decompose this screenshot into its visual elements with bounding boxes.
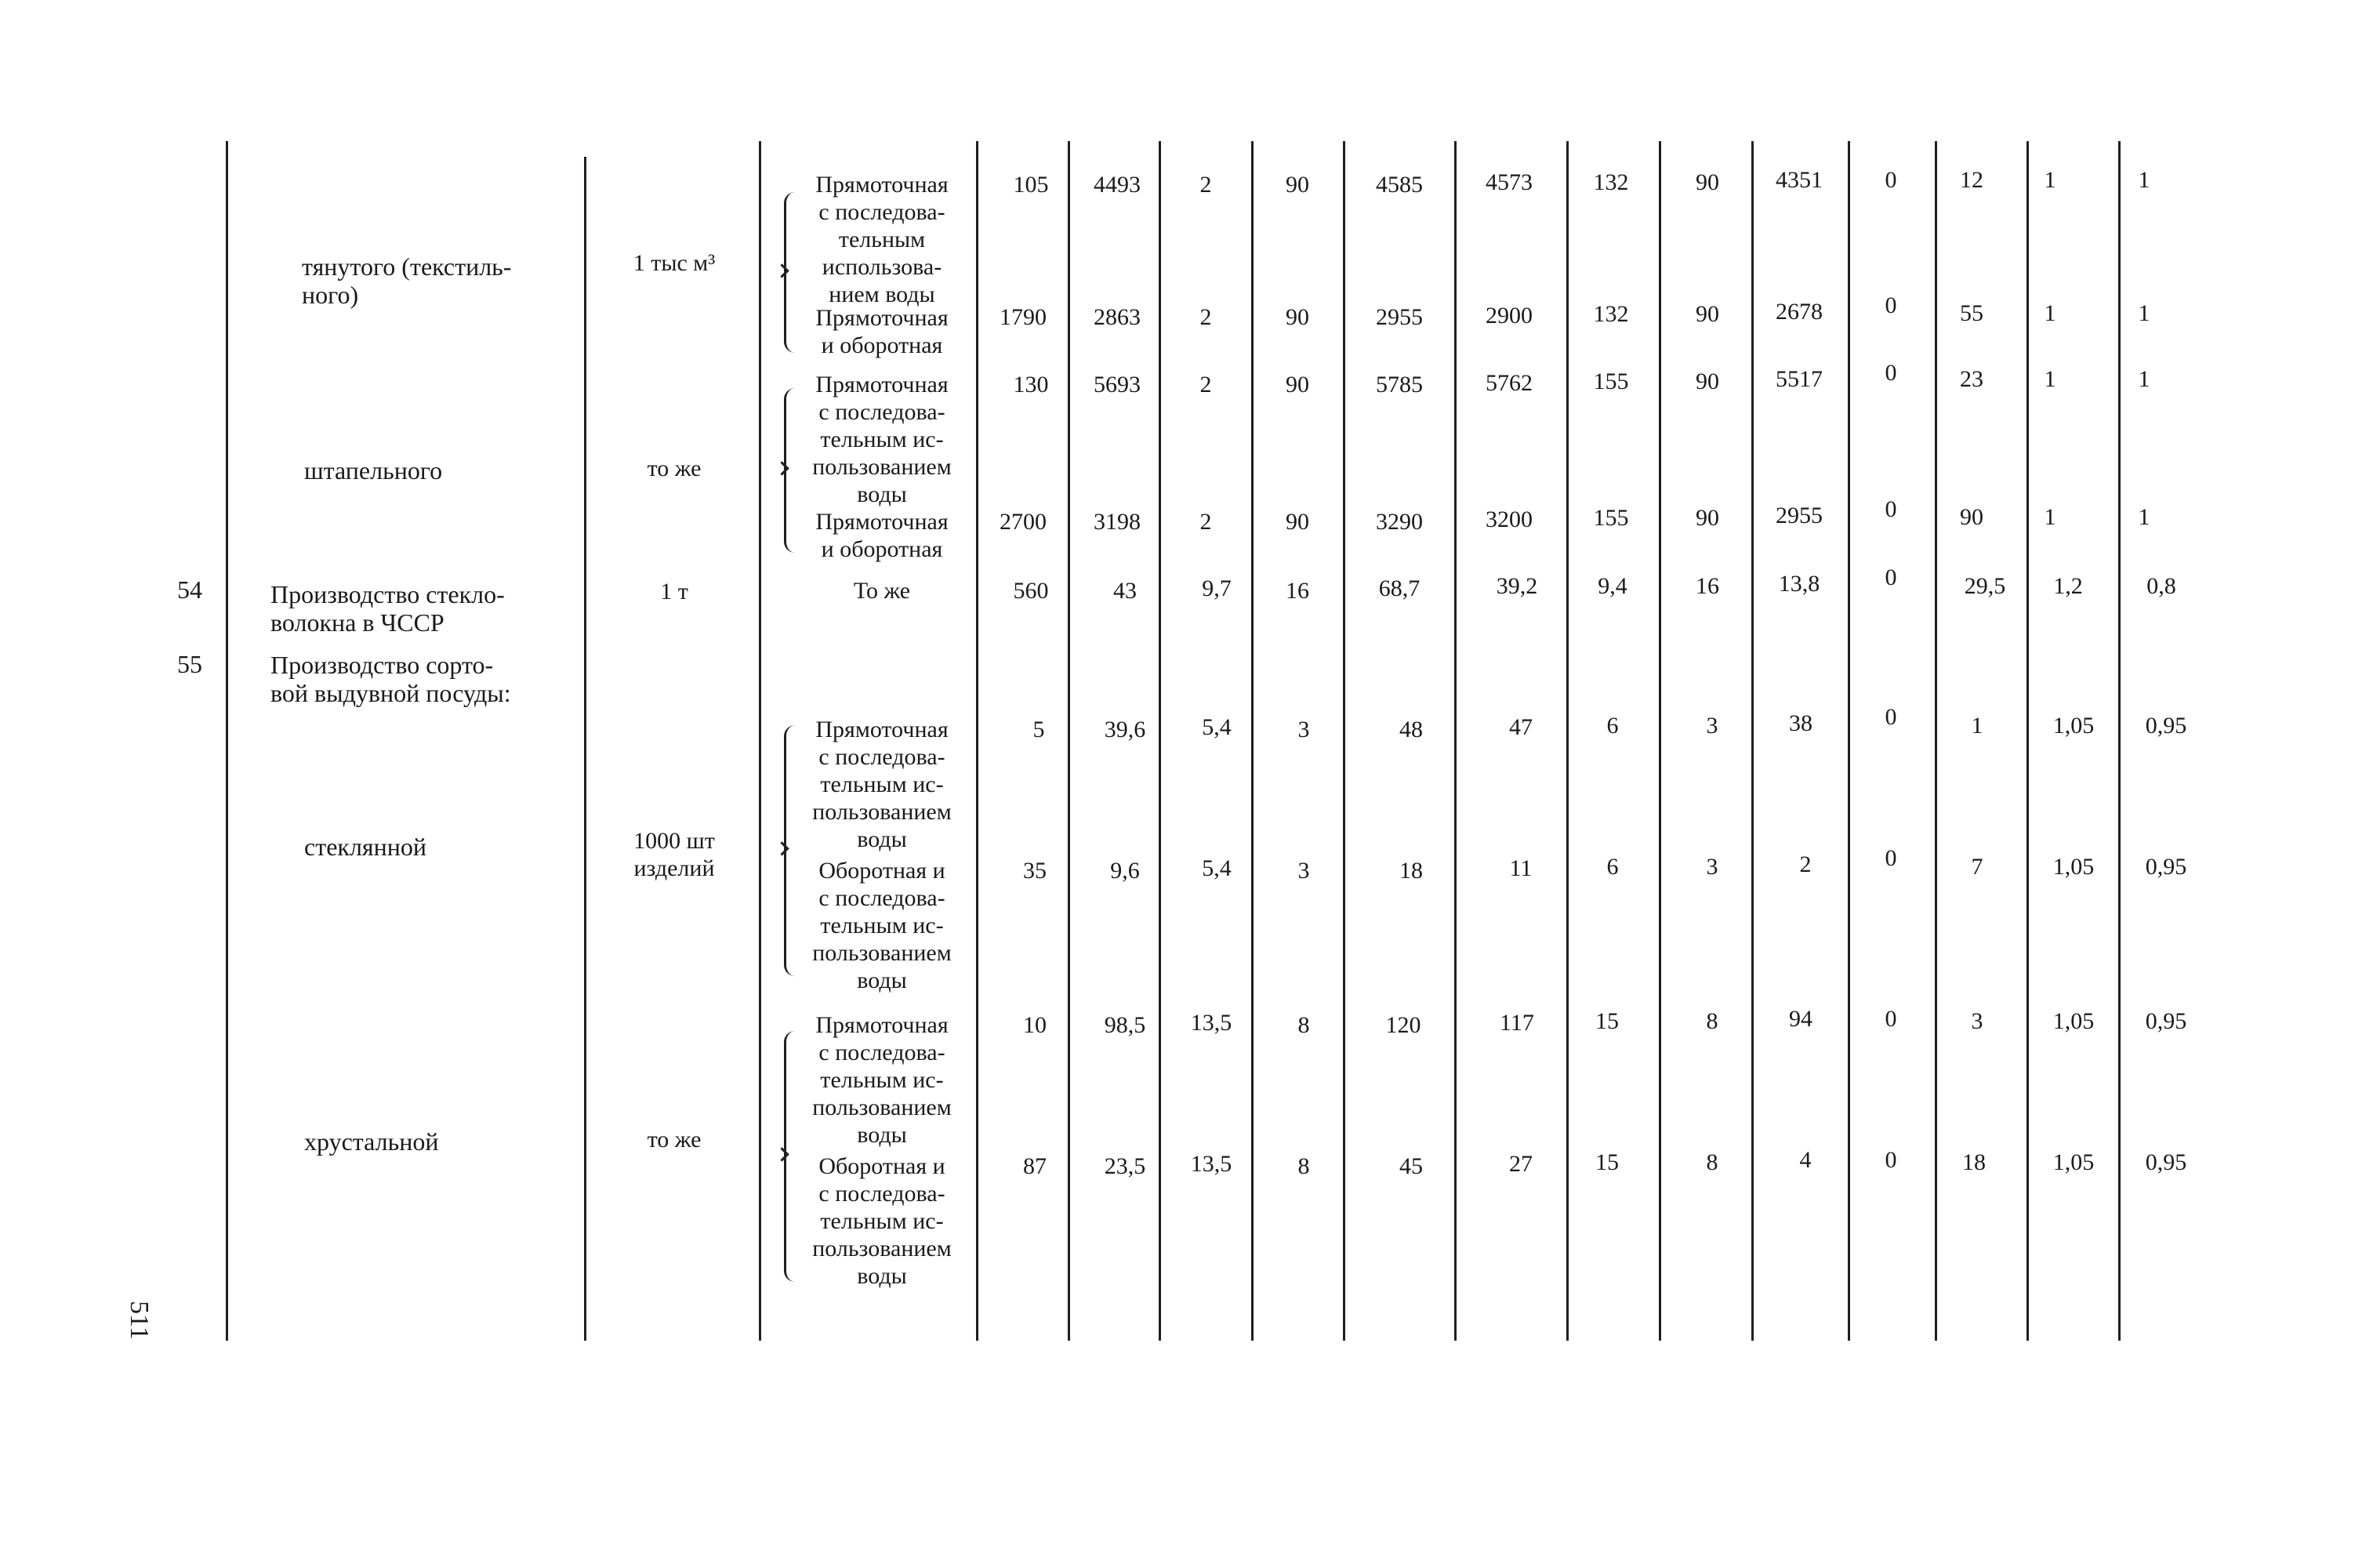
value-cell: 0 (1885, 704, 1897, 730)
value-cell: 2955 (1776, 503, 1823, 528)
value-cell: 7 (1971, 854, 1983, 880)
value-cell: 68,7 (1378, 575, 1421, 601)
row-number-55: 55 (177, 650, 202, 678)
row-unit-tyanutogo: 1 тыс м³ (633, 250, 716, 276)
column-rule-v7 (1659, 141, 1661, 1341)
value-cell: 13,5 (1190, 1151, 1232, 1177)
value-cell: 3 (1706, 854, 1718, 880)
value-cell: 3 (1297, 717, 1310, 742)
value-cell: 0,95 (2145, 854, 2187, 880)
value-cell: 15 (1595, 1149, 1619, 1175)
method-shtapelnogo-1: Прямоточная с последова- тельным ис- пользованием воды (812, 372, 952, 507)
value-cell: 1,05 (2052, 854, 2095, 880)
value-cell: 4493 (1094, 172, 1141, 198)
row-unit-khrustalnoy: то же (647, 1127, 702, 1152)
value-cell: 35 (1023, 858, 1047, 884)
value-cell: 18 (1962, 1149, 1986, 1175)
column-rule-number (226, 141, 228, 1341)
value-cell: 12 (1960, 167, 1983, 193)
value-cell: 2 (1199, 172, 1212, 198)
value-cell: 13,5 (1190, 1010, 1232, 1036)
value-cell: 2900 (1486, 303, 1533, 328)
column-rule-unit (759, 141, 761, 1341)
value-cell: 0,95 (2145, 1149, 2187, 1175)
value-cell: 8 (1297, 1153, 1310, 1179)
value-cell: 0,8 (2146, 573, 2176, 599)
value-cell: 8 (1706, 1008, 1718, 1034)
row-unit-shtapelnogo: то же (647, 456, 702, 481)
value-cell: 2 (1799, 851, 1812, 877)
value-cell: 1,05 (2052, 1149, 2095, 1175)
method-shtapelnogo-2: Прямоточная и оборотная (815, 509, 949, 562)
value-cell: 16 (1696, 573, 1719, 599)
value-cell: 2 (1199, 509, 1212, 535)
value-cell: 6 (1606, 713, 1619, 739)
value-cell: 4 (1799, 1147, 1812, 1173)
value-cell: 1,2 (2053, 573, 2083, 599)
value-cell: 1 (2138, 504, 2150, 530)
value-cell: 39,6 (1104, 717, 1146, 742)
value-cell: 120 (1385, 1012, 1421, 1038)
value-cell: 155 (1593, 368, 1629, 394)
value-cell: 2 (1199, 372, 1212, 397)
row-unit-steklyannoy: 1000 шт изделий (633, 828, 715, 881)
value-cell: 98,5 (1104, 1012, 1146, 1038)
value-cell: 3 (1971, 1008, 1983, 1034)
value-cell: 9,7 (1202, 575, 1232, 601)
row-name-55: Производство сорто- вой выдувной посуды: (270, 651, 511, 707)
value-cell: 2955 (1376, 304, 1423, 330)
value-cell: 6 (1606, 854, 1619, 880)
value-cell: 27 (1509, 1151, 1533, 1177)
value-cell: 4585 (1376, 172, 1423, 198)
value-cell: 1,05 (2052, 1008, 2095, 1034)
method-tyanutogo-2: Прямоточная и оборотная (815, 305, 949, 358)
column-rule-v5 (1454, 141, 1457, 1341)
value-cell: 94 (1789, 1006, 1812, 1032)
value-cell: 2863 (1094, 304, 1141, 330)
value-cell: 0 (1885, 1147, 1897, 1173)
value-cell: 105 (1013, 172, 1049, 198)
row-unit-54: 1 т (660, 579, 688, 604)
value-cell: 0,95 (2145, 713, 2187, 739)
value-cell: 9,4 (1598, 573, 1627, 599)
row-name-tyanutogo: тянутого (текстиль- ного) (302, 252, 512, 309)
row-name-steklyannoy: стеклянной (304, 833, 426, 861)
value-cell: 47 (1509, 714, 1533, 740)
value-cell: 1 (2138, 167, 2150, 193)
value-cell: 90 (1286, 304, 1309, 330)
value-cell: 8 (1297, 1012, 1310, 1038)
value-cell: 1790 (1000, 304, 1047, 330)
value-cell: 130 (1013, 372, 1049, 397)
value-cell: 132 (1593, 301, 1629, 327)
value-cell: 3 (1297, 858, 1310, 884)
value-cell: 5,4 (1202, 714, 1232, 740)
value-cell: 90 (1696, 169, 1719, 195)
row-number-54: 54 (177, 575, 202, 604)
value-cell: 15 (1595, 1008, 1619, 1034)
value-cell: 0 (1885, 292, 1897, 318)
value-cell: 23 (1960, 366, 1983, 392)
value-cell: 13,8 (1778, 571, 1820, 597)
value-cell: 1 (2044, 504, 2056, 530)
value-cell: 29,5 (1964, 573, 2006, 599)
method-khrustalnoy-1: Прямоточная с последова- тельным ис- пользованием воды (812, 1012, 952, 1148)
method-steklyannoy-2: Оборотная и с последова- тельным ис- пользованием воды (812, 858, 952, 993)
value-cell: 87 (1023, 1153, 1047, 1179)
method-khrustalnoy-2: Оборотная и с последова- тельным ис- пользованием воды (812, 1153, 952, 1289)
value-cell: 0 (1885, 496, 1897, 522)
value-cell: 3200 (1486, 506, 1533, 532)
value-cell: 1 (2138, 366, 2150, 392)
value-cell: 0 (1885, 360, 1897, 386)
value-cell: 38 (1789, 710, 1812, 736)
value-cell: 132 (1593, 169, 1629, 195)
value-cell: 90 (1696, 505, 1719, 531)
value-cell: 0 (1885, 564, 1897, 590)
value-cell: 90 (1696, 301, 1719, 327)
value-cell: 2 (1199, 304, 1212, 330)
column-rule-name (584, 157, 586, 1341)
row-name-khrustalnoy: хрустальной (304, 1127, 439, 1156)
value-cell: 0 (1885, 167, 1897, 193)
column-rule-method (976, 141, 978, 1341)
method-tyanutogo-1: Прямоточная с последова- тельным использова- нием воды (815, 172, 949, 307)
value-cell: 0 (1885, 845, 1897, 871)
value-cell: 3198 (1094, 509, 1141, 535)
value-cell: 5693 (1094, 372, 1141, 397)
value-cell: 1 (1971, 713, 1983, 739)
value-cell: 90 (1286, 372, 1309, 397)
value-cell: 5762 (1486, 370, 1533, 396)
value-cell: 5785 (1376, 372, 1423, 397)
value-cell: 43 (1113, 578, 1137, 604)
method-steklyannoy-1: Прямоточная с последова- тельным ис- пользованием воды (812, 717, 952, 852)
value-cell: 4351 (1776, 167, 1823, 193)
value-cell: 45 (1399, 1153, 1423, 1179)
value-cell: 18 (1399, 858, 1423, 884)
value-cell: 11 (1509, 855, 1533, 881)
value-cell: 1 (2044, 300, 2056, 326)
value-cell: 155 (1593, 505, 1629, 531)
value-cell: 117 (1500, 1010, 1534, 1036)
value-cell: 39,2 (1496, 573, 1538, 599)
value-cell: 90 (1286, 172, 1309, 198)
value-cell: 2678 (1776, 299, 1823, 325)
value-cell: 5517 (1776, 366, 1823, 392)
method-54: То же (853, 578, 911, 604)
row-name-shtapelnogo: штапельного (304, 456, 443, 485)
value-cell: 23,5 (1104, 1153, 1146, 1179)
value-cell: 90 (1696, 368, 1719, 394)
value-cell: 1 (2044, 366, 2056, 392)
value-cell: 48 (1399, 717, 1423, 742)
value-cell: 3 (1706, 713, 1718, 739)
value-cell: 560 (1013, 578, 1049, 604)
value-cell: 3290 (1376, 509, 1423, 535)
value-cell: 1 (2044, 167, 2056, 193)
page-number: 511 (124, 1301, 154, 1340)
value-cell: 4573 (1486, 169, 1533, 195)
value-cell: 5 (1032, 717, 1045, 742)
value-cell: 10 (1023, 1012, 1047, 1038)
value-cell: 90 (1960, 504, 1983, 530)
row-name-54: Производство стекло- волокна в ЧССР (270, 580, 505, 637)
value-cell: 5,4 (1202, 855, 1232, 881)
value-cell: 9,6 (1110, 858, 1140, 884)
value-cell: 2700 (1000, 509, 1047, 535)
value-cell: 0 (1885, 1006, 1897, 1032)
value-cell: 8 (1706, 1149, 1718, 1175)
value-cell: 16 (1286, 578, 1309, 604)
value-cell: 1,05 (2052, 713, 2095, 739)
value-cell: 1 (2138, 300, 2150, 326)
value-cell: 90 (1286, 509, 1309, 535)
value-cell: 55 (1960, 300, 1983, 326)
value-cell: 0,95 (2145, 1008, 2187, 1034)
